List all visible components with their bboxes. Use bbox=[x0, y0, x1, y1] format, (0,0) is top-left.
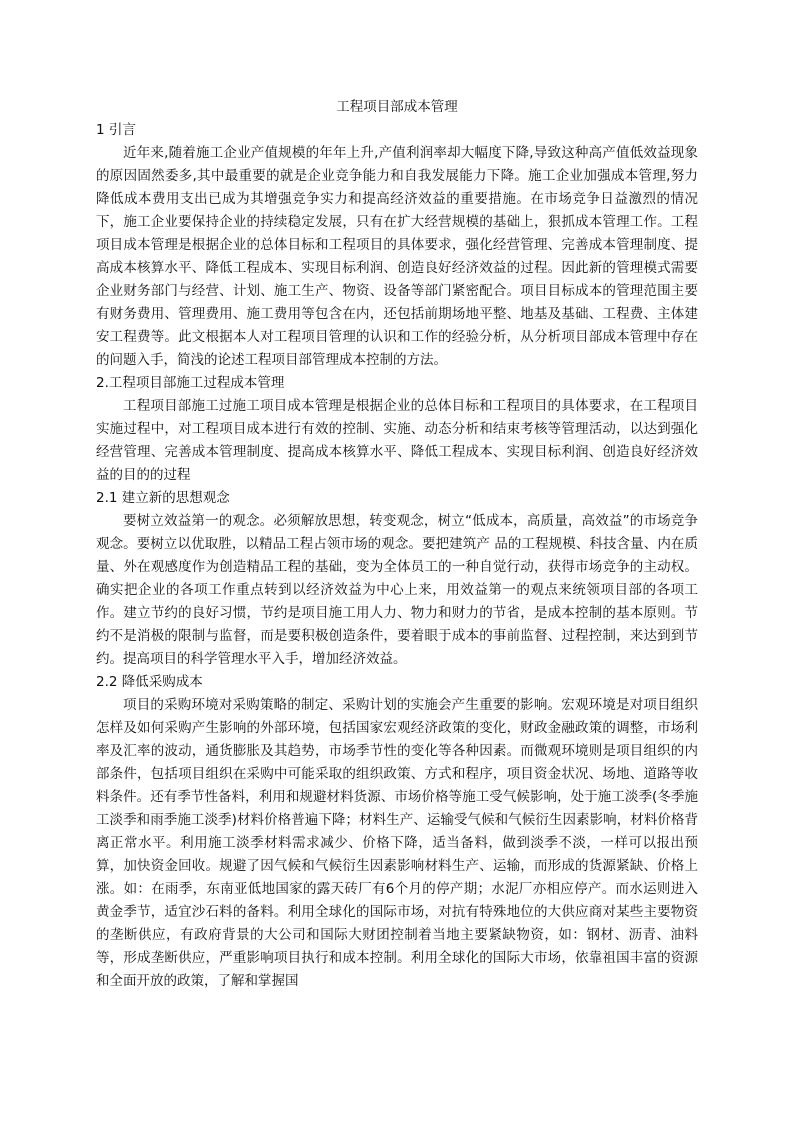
document-title: 工程项目部成本管理 bbox=[336, 99, 458, 115]
section-heading: 2.1 建立新的思想观念 bbox=[96, 490, 230, 506]
body-paragraph: 要树立效益第一的观念。必须解放思想，转变观念，树立“低成本，高质量，高效益”的市场竞争观念。要树立以优取胜，以精品工程占领市场的观念。要把建筑产 品的工程规模、科技含量、内在质量、外在观感度作为创造精品工程的基础，变为全体员工的一种自觉行动，获得市场竞争的主动权。确实把企业的各项工作重点转到以经济效益为中心上来，用效益第一的观点来统领项目部的各项工作。建立节约的良好习惯，节约是项目施工用人力、物力和财力的节省，是成本控制的基本原则。节约不是消极的限制与监督，而是要积极创造条件，要着眼于成本的事前监督、过程控制，来达到到节约。提高项目的科学管理水平入手，增加经济效益。 bbox=[96, 513, 698, 667]
section-heading: 2.2 降低采购成本 bbox=[96, 674, 203, 690]
section-construction-cost bbox=[96, 372, 698, 487]
section-introduction bbox=[96, 119, 698, 372]
body-paragraph: 项目的采购环境对采购策略的制定、采购计划的实施会产生重要的影响。宏观环境是对项目组织怎样及如何采购产生影响的外部环境，包括国家宏观经济政策的变化，财政金融政策的调整，市场利率及汇率的波动，通货膨胀及其趋势，市场季节性的变化等各种因素。而微观环境则是项目组织的内部条件，包括项目组织在采购中可能采取的组织政策、方式和程序，项目资金状况、场地、道路等收料条件。还有季节性备料，利用和规避材料货源、市场价格等施工受气候影响，处于施工淡季(冬季施工淡季和雨季施工淡季)材料价格普遍下降；材料生产、运输受气候和气候衍生因素影响，材料价格背离正常水平。利用施工淡季材料需求减少、价格下降，适当备料，做到淡季不淡，一样可以报出预算，加快资金回收。规避了因气候和气候衍生因素影响材料生产、运输，而形成的货源紧缺、价格上涨。如：在雨季，东南亚低地国家的露天砖厂有6个月的停产期；水泥厂亦相应停产。而水运则进入黄金季节，适宜沙石料的备料。利用全球化的国际市场，对抗有特殊地位的大供应商对某些主要物资的垄断供应，有政府背景的大公司和国际大财团控制着当地主要紧缺物资，如：钢材、沥青、油料等，形成垄断供应，严重影响项目执行和成本控制。利用全球化的国际大市场，依靠祖国丰富的资源和全面开放的政策，了解和掌握国 bbox=[96, 697, 698, 989]
section-heading: 1 引言 bbox=[96, 122, 136, 138]
body-paragraph: 近年来,随着施工企业产值规模的年年上升,产值利润率却大幅度下降,导致这种高产值低效益现象的原因固然委多,其中最重要的就是企业竞争能力和自我发展能力下降。施工企业加强成本管理,努力降低成本费用支出已成为其增强竞争实力和提高经济效益的重要措施。在市场竞争日益激烈的情况下，施工企业要保持企业的持续稳定发展，只有在扩大经营规模的基础上，狠抓成本管理工作。工程项目成本管理是根据企业的总体目标和工程项目的具体要求，强化经营管理、完善成本管理制度、提高成本核算水平、降低工程成本、实现目标利润、创造良好经济效益的过程。因此新的管理模式需要企业财务部门与经营、计划、施工生产、物资、设备等部门紧密配合。项目目标成本的管理范围主要有财务费用、管理费用、施工费用等包含在内，还包括前期场地平整、地基及基础、工程费、主体建安工程费等。此文根据本人对工程项目管理的认识和工作的经验分析，从分析项目部成本管理中存在的问题入手，简浅的论述工程项目部管理成本控制的方法。 bbox=[96, 145, 698, 368]
section-new-ideas bbox=[96, 487, 698, 671]
section-procurement-cost bbox=[96, 671, 698, 993]
section-heading: 2.工程项目部施工过程成本管理 bbox=[96, 375, 285, 391]
body-paragraph: 工程项目部施工过施工项目成本管理是根据企业的总体目标和工程项目的具体要求，在工程项目实施过程中，对工程项目成本进行有效的控制、实施、动态分析和结束考核等管理活动，以达到强化经营管理、完善成本管理制度、提高成本核算水平、降低工程成本、实现目标利润、创造良好经济效益的目的的过程 bbox=[96, 398, 698, 483]
document-page bbox=[96, 96, 698, 993]
